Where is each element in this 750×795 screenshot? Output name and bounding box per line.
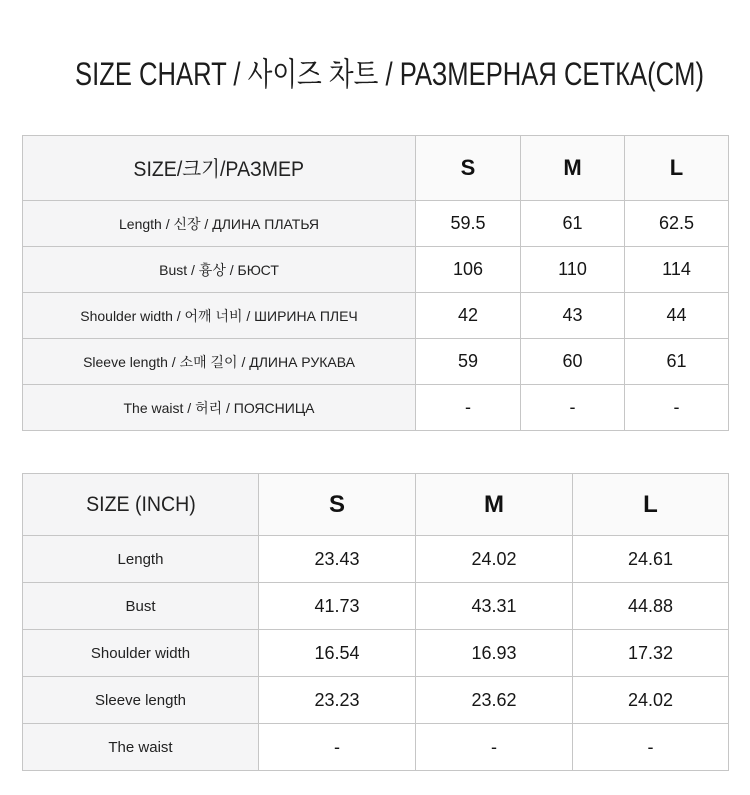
inch-sleeve-s: 23.23 xyxy=(259,677,416,724)
cm-bust-m: 110 xyxy=(521,247,625,293)
inch-bust-s: 41.73 xyxy=(259,583,416,630)
cm-sleeve-s: 59 xyxy=(416,339,521,385)
inch-row-length xyxy=(23,536,729,583)
inch-row-length-label: Length xyxy=(23,536,259,583)
inch-row-bust-label: Bust xyxy=(23,583,259,630)
cm-row-bust xyxy=(23,247,729,293)
cm-header-label: SIZE/크기/РАЗМЕР xyxy=(133,158,305,181)
cm-length-s: 59.5 xyxy=(416,201,521,247)
inch-waist-l: - xyxy=(573,724,729,771)
inch-row-shoulder xyxy=(23,630,729,677)
inch-length-m: 24.02 xyxy=(416,536,573,583)
cm-length-l: 62.5 xyxy=(625,201,729,247)
cm-header-label-cell xyxy=(23,136,416,201)
cm-sleeve-l: 61 xyxy=(625,339,729,385)
cm-waist-m: - xyxy=(521,385,625,431)
cm-sleeve-m: 60 xyxy=(521,339,625,385)
inch-shoulder-m: 16.93 xyxy=(416,630,573,677)
inch-shoulder-l: 17.32 xyxy=(573,630,729,677)
inch-col-header-s: S xyxy=(259,474,416,536)
inch-col-header-l: L xyxy=(573,474,729,536)
cm-shoulder-l: 44 xyxy=(625,293,729,339)
cm-row-shoulder-label: Shoulder width / 어깨 너비 / ШИРИНА ПЛЕЧ xyxy=(23,293,416,339)
cm-row-sleeve xyxy=(23,339,729,385)
inch-bust-m: 43.31 xyxy=(416,583,573,630)
cm-waist-l: - xyxy=(625,385,729,431)
cm-row-bust-label: Bust / 흉상 / БЮСТ xyxy=(23,247,416,293)
cm-row-shoulder xyxy=(23,293,729,339)
inch-sleeve-l: 24.02 xyxy=(573,677,729,724)
cm-row-waist xyxy=(23,385,729,431)
inch-header-label-cell xyxy=(23,474,259,536)
cm-col-header-m: M xyxy=(521,136,625,201)
cm-row-waist-label: The waist / 허리 / ПОЯСНИЦА xyxy=(23,385,416,431)
cm-col-header-s: S xyxy=(416,136,521,201)
inch-waist-m: - xyxy=(416,724,573,771)
cm-shoulder-m: 43 xyxy=(521,293,625,339)
cm-col-header-l: L xyxy=(625,136,729,201)
inch-row-shoulder-label: Shoulder width xyxy=(23,630,259,677)
cm-length-m: 61 xyxy=(521,201,625,247)
inch-header-label: SIZE (INCH) xyxy=(85,492,196,516)
cm-row-length-label: Length / 신장 / ДЛИНА ПЛАТЬЯ xyxy=(23,201,416,247)
inch-waist-s: - xyxy=(259,724,416,771)
inch-length-s: 23.43 xyxy=(259,536,416,583)
inch-shoulder-s: 16.54 xyxy=(259,630,416,677)
cm-row-length xyxy=(23,201,729,247)
inch-length-l: 24.61 xyxy=(573,536,729,583)
inch-row-sleeve-label: Sleeve length xyxy=(23,677,259,724)
cm-bust-s: 106 xyxy=(416,247,521,293)
inch-sleeve-m: 23.62 xyxy=(416,677,573,724)
inch-row-waist xyxy=(23,724,729,771)
inch-header-row xyxy=(23,474,729,536)
cm-header-row xyxy=(23,136,729,201)
size-chart-title: SIZE CHART / 사이즈 차트 / РАЗМЕРНАЯ СЕТКА(CM) xyxy=(75,56,704,92)
cm-size-table xyxy=(22,135,729,431)
cm-shoulder-s: 42 xyxy=(416,293,521,339)
inch-size-table xyxy=(22,473,729,771)
cm-bust-l: 114 xyxy=(625,247,729,293)
cm-waist-s: - xyxy=(416,385,521,431)
inch-row-bust xyxy=(23,583,729,630)
inch-row-waist-label: The waist xyxy=(23,724,259,771)
inch-bust-l: 44.88 xyxy=(573,583,729,630)
inch-col-header-m: M xyxy=(416,474,573,536)
cm-row-sleeve-label: Sleeve length / 소매 길이 / ДЛИНА РУКАВА xyxy=(23,339,416,385)
inch-row-sleeve xyxy=(23,677,729,724)
